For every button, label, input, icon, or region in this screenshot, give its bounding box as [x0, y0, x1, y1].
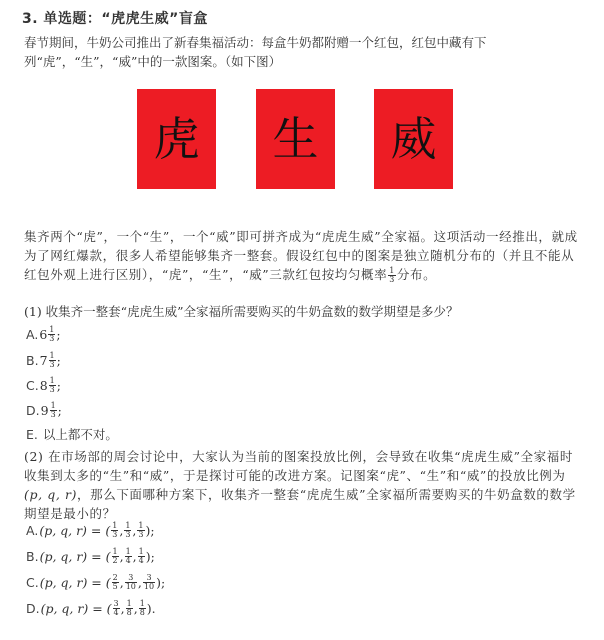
frac-num: 1 [50, 400, 56, 410]
fraction [113, 600, 120, 617]
question-2-text-after: ，那么下面哪种方案下，收集齐一整套“虎虎生威”全家福所需要购买的牛奶盒数的数学期望是最小的？ [24, 487, 576, 521]
question-2-text-before: (2) 在市场部的周会讨论中，大家认为当前的图案投放比例，会导致在收集“虎虎生威”全家福时收集到太多的“生”和“威”，于是探讨可能的改进方案。记图案“虎”、“生”和“威”的投放比例为 [24, 449, 573, 483]
red-packet-images [0, 89, 604, 189]
frac-num: 1 [49, 324, 55, 334]
option-whole: 6 [39, 326, 48, 342]
option-end: ; [56, 352, 61, 368]
q1-option-a[interactable] [26, 323, 61, 345]
frac-num: 1 [112, 546, 118, 556]
option-letter: A. [26, 326, 39, 342]
frac-den: 3 [50, 409, 56, 419]
frac-den: 3 [125, 529, 131, 539]
option-end: ); [145, 548, 155, 564]
red-packet-hu [137, 89, 216, 189]
frac-den: 5 [112, 581, 118, 591]
fraction [126, 600, 133, 617]
option-end: ; [56, 377, 61, 393]
frac-den: 8 [126, 607, 132, 617]
option-text: 以上都不对。 [42, 427, 118, 442]
question-1-text: (1) 收集齐一整套“虎虎生威”全家福所需要购买的牛奶盒数的数学期望是多少？ [24, 304, 459, 319]
question-title: 3. 单选题：“虎虎生威”盲盒 [22, 11, 208, 27]
option-end: ; [56, 326, 61, 342]
frac-num: 3 [113, 598, 119, 608]
fraction [112, 548, 119, 565]
frac-num: 1 [125, 546, 131, 556]
option-lhs: (p, q, r) = ( [40, 600, 112, 616]
q2-option-b[interactable]: B. (p, q, r) = ( $\frac{1}{2}$ , $\frac{1}{4}$ , $\frac{1}{4}$ ); [26, 546, 155, 565]
frac-den: 4 [113, 607, 119, 617]
q1-option-b[interactable] [26, 349, 61, 371]
frac-den: 2 [112, 555, 118, 565]
frac-num: 1 [139, 598, 145, 608]
red-packet-char: 虎 [153, 112, 200, 166]
red-packet-char: 威 [390, 112, 437, 166]
red-packet-char: 生 [272, 112, 319, 166]
question-2-text [24, 447, 584, 523]
option-letter: C. [26, 377, 39, 393]
frac-num: 1 [138, 546, 144, 556]
frac-num: 1 [389, 266, 395, 275]
fraction [138, 548, 145, 565]
fraction [124, 522, 131, 539]
option-letter: A. [26, 522, 39, 538]
option-lhs: (p, q, r) = ( [39, 548, 111, 564]
frac-den: 4 [138, 555, 144, 565]
frac-den: 10 [143, 581, 155, 591]
fraction [388, 267, 396, 284]
fraction [143, 574, 155, 591]
intro-paragraph: 春节期间，牛奶公司推出了新春集福活动：每盒牛奶都附赠一个红包，红包中藏有下列“虎”，“生”，“威”中的一款图案。（如下图） [24, 35, 487, 69]
fraction [125, 574, 137, 591]
frac-num: 1 [138, 520, 144, 530]
option-whole: 9 [40, 402, 49, 418]
option-lhs: (p, q, r) = ( [39, 522, 111, 538]
option-letter: B. [26, 352, 39, 368]
fraction [49, 377, 56, 394]
option-end: ); [156, 574, 166, 590]
q1-option-d[interactable] [26, 399, 62, 421]
option-lhs: (p, q, r) = ( [39, 574, 111, 590]
q1-option-e[interactable] [26, 423, 118, 445]
frac-den: 4 [125, 555, 131, 565]
option-letter: C. [26, 574, 39, 590]
fraction [139, 600, 146, 617]
option-letter: E. [26, 426, 38, 442]
frac-num: 3 [143, 574, 155, 583]
frac-den: 3 [138, 529, 144, 539]
frac-den: 3 [389, 275, 395, 284]
option-end: ). [146, 600, 156, 616]
option-letter: D. [26, 402, 40, 418]
frac-num: 1 [49, 375, 55, 385]
q1-option-c[interactable] [26, 374, 61, 396]
frac-num: 1 [49, 350, 55, 360]
fraction [125, 548, 132, 565]
option-whole: 8 [39, 377, 48, 393]
frac-den: 3 [49, 333, 55, 343]
fraction [112, 574, 119, 591]
frac-num: 3 [125, 574, 137, 583]
option-letter: D. [26, 600, 40, 616]
frac-den: 10 [125, 581, 136, 591]
option-end: ); [145, 522, 155, 538]
frac-num: 1 [125, 520, 131, 530]
fraction [111, 522, 118, 539]
frac-den: 3 [49, 384, 55, 394]
fraction [137, 522, 144, 539]
q2-option-c[interactable]: C. (p, q, r) = ( $\frac{2}{5}$ , $\frac{3}{10}$ , $\frac{3}{10}$ ); [26, 572, 166, 591]
q2-option-a[interactable]: A. (p, q, r) = ( $\frac{1}{3}$ , $\frac{1}{3}$ , $\frac{1}{3}$ ); [26, 520, 155, 539]
question-2-math: (p, q, r) [24, 487, 78, 502]
frac-den: 8 [139, 607, 145, 617]
frac-num: 1 [112, 520, 118, 530]
fraction [48, 326, 55, 343]
fraction [49, 352, 56, 369]
fraction [50, 402, 57, 419]
red-packet-sheng [256, 89, 335, 189]
q2-option-d[interactable]: D. (p, q, r) = ( $\frac{3}{4}$ , $\frac{1}{8}$ , $\frac{1}{8}$ ). [26, 598, 156, 617]
frac-den: 3 [112, 529, 118, 539]
description-text-end: 分布。 [396, 267, 437, 282]
option-letter: B. [26, 548, 39, 564]
description-text: 集齐两个“虎”，一个“生”，一个“威”即可拼齐成为“虎虎生威”全家福。这项活动一经推出，就成为了网红爆款，很多人希望能够集齐一整套。假设红包中的图案是独立随机分布的（并且不能从红包外观上进行区别），“虎”，“生”，“威”三款红包按均匀概率 [24, 229, 578, 282]
frac-den: 3 [49, 359, 55, 369]
red-packet-wei [374, 89, 453, 189]
frac-num: 2 [112, 572, 118, 582]
option-end: ; [57, 402, 62, 418]
frac-num: 1 [126, 598, 132, 608]
option-whole: 7 [39, 352, 48, 368]
description-paragraph [24, 227, 584, 284]
